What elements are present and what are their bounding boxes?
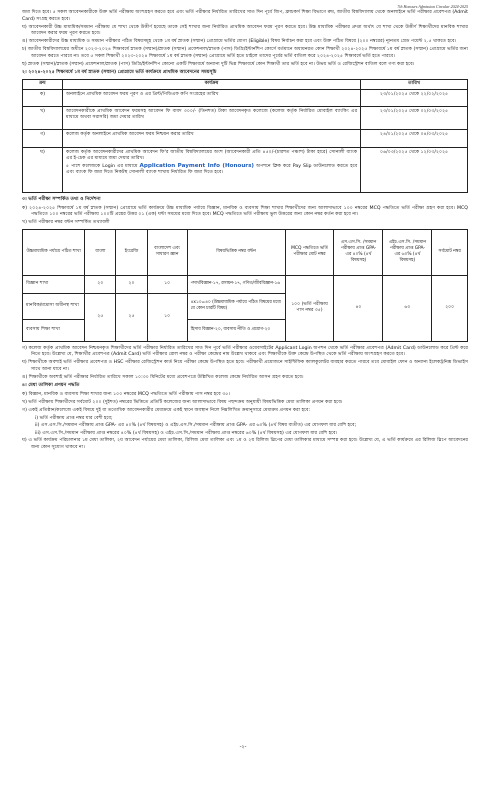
schedule-date: ০৬/০৩/২০২৫ থেকে ১২/০৩/২০২৫ <box>361 148 468 193</box>
marks-english: ২০ <box>116 275 147 293</box>
marks-subjects: ৪x১০=৪০ (উচ্চমাধ্যমিক পর্যায়ে পঠিত বিষয়ের মধ্যে যে কোন চারটি বিষয়) <box>187 293 285 319</box>
marks-header-english: ইংরেজি <box>116 229 147 275</box>
exam-paragraph: খ) ভর্তি পরীক্ষার নম্বর বন্টন সম্পর্কিত তথ্যাবলী <box>22 220 110 225</box>
intro-paragraph: চ) জাতীয় বিশ্ববিদ্যালয়ের অধীনে ২০২৩-২০২৪ শিক্ষাবর্ষে স্নাতক (সম্মান)/স্নাতক (সম্মান) প্রফেশনাল/স্নাতক (পাস) ডিগ্রি/ইন্টার্নশিপ কোর্সে বর্তমানে অধ্যয়নরত কোন শিক্ষার্থী ২০২৪-২০২৫ শিক্ষাবর্ষে ১ম বর্ষ স্নাতক (সম্মান) প্রোগ্রামে ভর্তির জন্য আবেদন করতে পারবে না। তবে ৫ সকল শিক্ষার্থী ২০২৩-২০২৪ শিক্ষাবর্ষে ১ম বর্ষ স্নাতক (সম্মান) প্রোগ্রামে ভর্তি হতে চাইলে তাদের পূর্বের ভর্তি বাতিল করে ২০২৪-২০২৫ শিক্ষাবর্ষে ভর্তি হতে পারবে। <box>22 47 468 59</box>
schedule-activity-text: অপশনে ক্লিক করে Pay Slip ডাউনলোড করতে হবে এবং ব্যাংক ফি জমা দিতে নিকটস্থ সোনালী ব্যাংক শাখায় নির্ধারিত ফি জমা দিতে হবে। <box>66 163 358 175</box>
table-row <box>23 90 468 107</box>
schedule-header-activity: কার্যক্রম <box>63 79 361 90</box>
schedule-date: ২৪/০১/২০২৫ থেকে ০৪/০৩/২০২৫ <box>361 130 468 148</box>
marks-branch: মানবিক/মাদ্রাসা অধীনস্থ শাখা <box>23 293 85 319</box>
schedule-date: ২৩/০১/২০২৫ থেকে ২২/০২/২০২৫ <box>361 90 468 107</box>
marks-gk: ১০ <box>147 275 187 293</box>
marks-branch: বিজ্ঞান শাখা <box>23 275 85 293</box>
schedule-table-header <box>23 79 468 90</box>
application-payment-info-link[interactable]: Application Payment Info (Honours) <box>139 162 254 169</box>
merit-paragraph: গ) একই প্রতিষ্ঠান/কলেজে একই বিষয়ে দুই বা ততোধিক আবেদনকারীর মেধাক্রমে একই স্থানে অবস্থান নিলে নিম্নলিখিত ক্রমানুসারে মেধাক্রম প্রণয়ন করা হবে: <box>22 407 311 413</box>
exam-paragraph: গ) কলেজ কর্তৃক প্রাথমিক আবেদন নিশ্চয়নকৃত শিক্ষার্থীদের ভর্তি পরীক্ষার নির্ধারিত তারিখের সাত দিন পূর্বে ভর্তি পরীক্ষার ওয়েবসাইটের Applicant Login অপশন থেকে ভর্তি পরীক্ষার প্রবেশপত্র (Admit Card) ডাউনলোড করে প্রিন্ট করে নিতে হবে। উল্লেখ্য যে, শিক্ষার্থীর প্রবেশপত্র (Admit Card) ভর্তি পরীক্ষার রোল নম্বর ও পরীক্ষা কেন্দ্রের নাম উল্লেখ থাকবে এবং শিক্ষার্থীকে উক্ত কেন্দ্রে উপস্থিত থেকে ভর্তি পরীক্ষায় অংশগ্রহণ করতে হবে। <box>22 345 468 357</box>
table-row <box>23 130 468 148</box>
schedule-activity-text: কলেজ কর্তৃক আবেদনকারীদের প্রাথমিক আবেদন ফি'র জাতীয় বিশ্ববিদ্যালয়ের অংশ (আবেদনকারী প্রতি ৪৫০/-(চারশত পঞ্চাশ) টাকা হারে) সোনালী ব্যাংক এর ই-চেক এর মাধ্যমে জমা দেয়ার তারিখ। <box>66 149 358 161</box>
schedule-activity: কলেজ কর্তৃক অনলাইনে প্রাথমিক আবেদন ফরম নিশ্চয়ন করার তারিখ <box>63 130 361 148</box>
merit-sub-item: i) ভর্তি পরীক্ষায় প্রাপ্ত নম্বর যার বেশী হবে; <box>35 415 113 421</box>
marks-bangla: ২৫ <box>85 293 116 341</box>
exam-paragraph: ঙ) শিক্ষার্থীকে অবশ্যই ভর্তি পরীক্ষার নির্ধারিত তারিখে সকাল ১০:৩০ মিনিটের মধ্যে প্রবেশপত্রে উল্লিখিত কলেজ কেন্দ্রে নির্ধারিত আসন গ্রহণ করতে হবে। <box>22 374 304 380</box>
marks-bangla: ২০ <box>85 275 116 293</box>
marks-header-bangla: বাংলা <box>85 229 116 275</box>
merit-sub-item: ii) এস.এস.সি./সমমান পরীক্ষায় প্রাপ্ত GPA- এর ৪০% (৪র্থ বিষয়সহ) ও এইচ.এস.সি./সমমান পরীক্ষায় প্রাপ্ত GPA- এর ৬০% (৪র্থ বিষয় ব্যতীত) এর যোগফল যার বেশি হবে; <box>35 423 357 428</box>
merit-paragraph: খ) ভর্তি পরীক্ষায় শিক্ষার্থীদের সর্বমোট ২০০ (দুইশত) নম্বরের ভিত্তিতে প্রতিটি কলেজের জন্য আলাদাভাবে বিষয় পছন্দক্রম অনুযায়ী বিষয়ভিত্তিক মেধা তালিকা প্রণয়ন করা হবে। <box>22 399 343 405</box>
exam-section-title: ৩। ভর্তি পরীক্ষা সম্পর্কিত তথ্য ও নির্দেশনা <box>22 197 101 202</box>
marks-header-branch: উচ্চমাধ্যমিক পর্যায়ে পঠিত শাখা <box>23 229 85 275</box>
table-row <box>23 148 468 193</box>
marks-table <box>22 229 468 342</box>
marks-gk: ১০ <box>147 293 187 341</box>
marks-header-gk: বাংলাদেশ এবং সাধারণ জ্ঞান <box>147 229 187 275</box>
intro-paragraph: ঙ) আবেদনকারীদের উচ্চ মাধ্যমিক ও সমমান পরীক্ষার পঠিত বিষয়সমূহ থেকে ১ম বর্ষ স্নাতক (সম্মান) প্রোগ্রামে ভর্তির যোগ্য (Eligible) বিষয় নির্বাচন করা হবে এবং উক্ত পঠিত বিষয়ে (২০০ নম্বরের) ন্যূনতম গ্রেড পয়েন্ট ২.৫ থাকতে হবে। <box>22 39 457 44</box>
table-row <box>23 107 468 130</box>
marks-ssc: ৪০ <box>334 275 383 341</box>
schedule-activity <box>63 148 361 193</box>
schedule-serial: ক) <box>23 90 63 107</box>
schedule-header-serial: ক্রম <box>23 79 63 90</box>
marks-grand-total: ২০০ <box>432 275 468 341</box>
marks-header-subjects: বিষয়ভিত্তিক নম্বর বন্টন <box>187 229 285 275</box>
marks-header-mcq: MCQ পদ্ধতিতে ভর্তি পরীক্ষার মোট নম্বর <box>285 229 334 275</box>
marks-subjects: হিসাব বিজ্ঞান-২০, ব্যবসায় নীতি ও প্রয়োগ-২০ <box>187 319 285 341</box>
page-number: -২- <box>239 743 247 750</box>
schedule-table <box>22 79 468 194</box>
merit-paragraph: ঘ) এ ভর্তি কার্যক্রম পরিচালনার ১ম মেধা তালিকা, ২য় আবেদন পর্যায়ের মেধা তালিকা, রিলিজ মেধা তালিকা এবং ১ম ও ২য় রিলিজ স্লিপের মেধা তালিকার মাধ্যমে সম্পন্ন করা হবে। উল্লেখ্য যে, এ ভর্তি কার্যক্রমে এর রিলিজ স্লিপে আবেদনের জন্য কোন সুযোগ থাকবে না। <box>22 438 468 450</box>
marks-table-header <box>23 229 468 275</box>
schedule-date: ২৩/০১/২০২৫ থেকে ০২/০৩/২০২৫ <box>361 107 468 130</box>
marks-header-ssc: এস.এস.সি. /সমমান পরীক্ষায় প্রাপ্ত GPA- এর ৪০% (৪র্থ বিষয়সহ) <box>334 229 383 275</box>
marks-mcq-total: ১০০ (ভর্তি পরীক্ষায় পাস নম্বর ৩৫) <box>285 275 334 341</box>
intro-paragraph: জমা দিতে হবে। ৫ সকল আবেদনকারীকে উক্ত ভর্তি পরীক্ষায় অংশগ্রহণ করতে হবে এবং ভর্তি পরীক্ষার নির্ধারিত তারিখের সাত দিন পূর্বে জিপ, ফ্রাচকর্স শিক্ষা বিভাগে রুম, জাতীয় বিশ্ববিদ্যালয় থেকে অনলাইনে ভর্তি পরীক্ষার প্রবেশপত্র (Admit Card) সংগ্রহ করতে হবে। <box>22 10 468 22</box>
intro-paragraph: ঘ) আবেদনকারী উচ্চ মাধ্যমিক/সমমান পরীক্ষায় যে শাখা থেকে উত্তীর্ণ হয়েছে তাকে সেই শাখার জন্য নির্ধারিত প্রাথমিক আবেদন ফরম পূরণ করতে হবে। উচ্চ মাধ্যমিক পরীক্ষার গ্রুপ্তা অর্থাৎ যে শাখা থেকে উত্তীর্ণ শিক্ষার্থীদের মানবিক শাখার আবেদন করার ফরম পূরণ করতে হবে। <box>22 24 468 36</box>
marks-branch: ব্যবসায় শিক্ষা শাখা <box>23 319 85 341</box>
intro-block <box>22 10 468 68</box>
marks-hsc: ৬০ <box>383 275 432 341</box>
merit-sub-item: iii) এস.এস.সি./সমমান পরীক্ষায় প্রাপ্ত নম্বরের ৪০% (৪র্থ বিষয়সহ) ও এইচ.এস.সি./সমমান পরীক্ষায় প্রাপ্ত নম্বরের ৬০% (৪র্থ বিষয়সহ) এর যোগফল যার বেশি হবে। <box>35 430 338 436</box>
schedule-activity: অনলাইনে প্রাথমিক আবেদন ফরম পূরণ ও এর প্রিন্ট/পিডিএফ কপি সংগ্রহের তারিখ <box>63 90 361 107</box>
header-note: 7th Honours Admission Circular 2024-2025 <box>397 4 468 9</box>
schedule-serial: খ) <box>23 107 63 130</box>
schedule-serial: ঘ) <box>23 148 63 193</box>
schedule-activity: আবেদনকারীকে প্রাথমিক আবেদন ফরমসহ আবেদন ফি বাবদ ৩০০/- (তিনশত) টাকা আবেদনকৃত কলেজে (কলেজ কর্তৃক নির্ধারিত মোবাইল ব্যাংকিং এর মাধ্যমে অথবা সরাসরি) জমা দেয়ার তারিখ <box>63 107 361 130</box>
schedule-activity-text: ৫ পাশে কলেজকে Login এর মাধ্যমে <box>66 163 138 169</box>
marks-subjects: পদার্থবিজ্ঞান-১৭, রসায়ন-১৭, গণিত/জীববিজ্ঞান-১৬ <box>187 275 285 293</box>
table-row <box>23 275 468 293</box>
marks-header-hsc: এইচ.এস.সি. /সমমান পরীক্ষায় প্রাপ্ত GPA- এর ৬০% (৪র্থ বিষয়সহ) <box>383 229 432 275</box>
schedule-section-title: ২। ২০২৪-২০২৫ শিক্ষাবর্ষে ১ম বর্ষ স্নাতক (সম্মান) প্রোগ্রামে ভর্তি কার্যক্রমে প্রাথমিক আবেদনের সময়সূচি <box>22 70 217 75</box>
marks-header-total: সর্বমোট নম্বর <box>432 229 468 275</box>
intro-paragraph: ছ) স্নাতক (সম্মান)/স্নাতক (সম্মান) প্রফেশনাল/স্নাতক (পাস) ডিগ্রি/ইন্টার্নশিপ কোনো একটি শিক্ষাবর্ষে অন্যান্য দুটি ভিন্ন শিক্ষাবর্ষে কোন শিক্ষার্থী তার ভর্তি হবে না। উভয় ভর্তি ও রেজিস্ট্রেশন বাতিল বলে গণ্য করা হবে। <box>22 61 415 67</box>
schedule-header-date: তারিখ <box>361 79 468 90</box>
exam-paragraph: ঘ) শিক্ষার্থীকে অবশ্যই ভর্তি পরীক্ষার প্রবেশপত্র ও HSC পরীক্ষার রেজিস্ট্রেশন কার্ড নিয়ে পরীক্ষা কেন্দ্রে উপস্থিত হতে হবে। পরীক্ষার্থী প্রয়োজনে সাইন্টিফিক ক্যালকুলেটর ব্যবহার করতে পারবে তবে মোবাইল ফোন ও অন্যান্য ইলেকট্রনিক্স ডিভাইস সাথে আনা যাবে না। <box>22 360 468 372</box>
merit-section-title: ৪। মেধা তালিকা প্রণয়ন পদ্ধতি <box>22 383 80 388</box>
exam-paragraph: ক) ২০২৪-২০২৫ শিক্ষাবর্ষে ১ম বর্ষ স্নাতক (সম্মান) প্রোগ্রামে ভর্তি কার্যক্রমে উচ্চ মাধ্যমিক পর্যায়ে বিজ্ঞান, মানবিক ও ব্যবসায় শিক্ষা শাখার শিক্ষার্থীদের জন্য আলাদাভাবে ১০০ নম্বরের MCQ পদ্ধতিতে ভর্তি পরীক্ষা গ্রহণ করা হবে। MCQ পদ্ধতিতে ১০০ নম্বরের ভর্তি পরীক্ষায় ১০০টি প্রশ্নের উত্তর ০১ (এক) ঘন্টা সময়ের মধ্যে দিতে হবে। MCQ পদ্ধতিতে ভর্তি পরীক্ষায় ভুল উত্তরের জন্য কোন নম্বর কর্তন করা হবে না। <box>22 205 468 217</box>
marks-english: ২৫ <box>116 293 147 341</box>
schedule-serial: গ) <box>23 130 63 148</box>
merit-paragraph: ক) বিজ্ঞান, মানবিক ও ব্যবসায় শিক্ষা শাখার জন্য ১০০ নম্বরের MCQ পদ্ধতিতে ভর্তি পরীক্ষায় পাস নম্বর হবে ৩৫। <box>22 391 231 397</box>
